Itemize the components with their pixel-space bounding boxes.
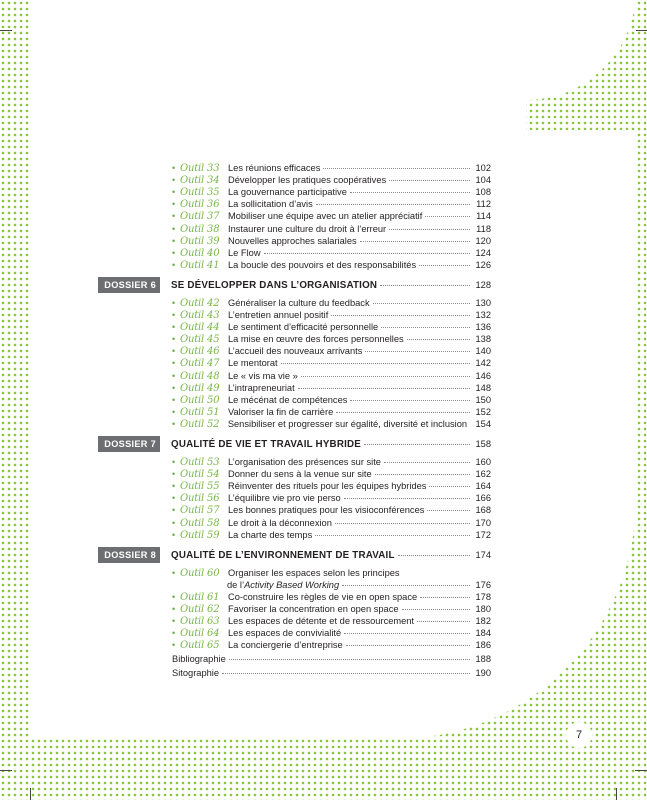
entry-title: La gouvernance participative — [228, 187, 347, 198]
toc-entry — [172, 357, 491, 370]
outil-label: Outil 63 — [180, 616, 220, 628]
bullet: • — [172, 493, 176, 504]
dot-leader — [315, 535, 470, 536]
page-ref: 136 — [475, 322, 491, 333]
entry-title: Les espaces de convivialité — [228, 628, 342, 639]
page-ref: 160 — [475, 457, 491, 467]
bullet: • — [172, 358, 176, 369]
toc-extra-entry — [172, 667, 491, 679]
bullet: • — [172, 259, 176, 270]
outil-label: Outil 50 — [180, 394, 220, 406]
outil-label: Outil 57 — [180, 505, 220, 517]
dot-leader — [350, 192, 470, 193]
page-ref: 170 — [475, 517, 491, 528]
toc-entry — [172, 210, 491, 223]
dot-leader — [316, 204, 470, 205]
toc-entry — [172, 345, 491, 358]
dossier-heading — [98, 547, 491, 563]
page-ref: 146 — [475, 370, 491, 381]
entry-title-italic: Activity Based Working — [244, 579, 340, 590]
bullet: • — [172, 382, 176, 393]
page-ref: 102 — [475, 163, 491, 173]
bullet: • — [172, 310, 176, 320]
entry-title: Organiser les espaces selon les principes — [228, 567, 400, 578]
entry-title: L’organisation des présences sur site — [228, 457, 381, 467]
toc-entry — [172, 468, 491, 481]
toc-entry — [172, 247, 491, 260]
outil-label: Outil 44 — [180, 322, 220, 334]
entry-title: Favoriser la concentration en open space — [228, 604, 399, 614]
page-ref: 104 — [475, 175, 491, 186]
entry-title: La mise en œuvre des forces personnelles — [228, 334, 404, 345]
bullet: • — [172, 175, 176, 186]
outil-label: Outil 58 — [180, 517, 220, 529]
dot-leader — [360, 241, 470, 242]
entry-title: Le Flow — [228, 247, 261, 258]
toc-entry — [172, 504, 491, 517]
bullet: • — [172, 628, 176, 639]
dot-leader — [344, 633, 470, 634]
dot-leader — [335, 523, 470, 524]
toc-entry — [172, 370, 491, 383]
outil-label: Outil 65 — [180, 640, 220, 652]
page-ref: 150 — [475, 394, 491, 405]
toc-entry — [172, 198, 491, 211]
dot-leader — [420, 597, 470, 598]
page-ref: 166 — [475, 493, 491, 504]
dossier-tag: DOSSIER 6 — [98, 277, 160, 293]
entry-title: L’intrapreneuriat — [228, 382, 295, 393]
toc-entry — [172, 418, 491, 431]
bullet: • — [172, 640, 176, 651]
bullet: • — [172, 394, 176, 405]
outil-label: Outil 34 — [180, 175, 220, 187]
bullet: • — [172, 616, 176, 627]
outil-label: Outil 56 — [180, 493, 220, 505]
toc-entry — [172, 639, 491, 652]
toc-entry — [172, 259, 491, 272]
dot-leader — [229, 659, 470, 660]
entry-title: L’entretien annuel positif — [228, 310, 329, 320]
dot-leader — [389, 229, 470, 230]
entry-title: La sollicitation d’avis — [228, 199, 313, 210]
dot-leader — [336, 412, 470, 413]
toc-entry — [172, 333, 491, 346]
bullet: • — [172, 469, 176, 480]
outil-label: Outil 38 — [180, 223, 220, 235]
toc-entry — [172, 309, 491, 322]
dot-leader — [429, 486, 470, 487]
bullet: • — [172, 567, 176, 578]
dot-leader — [402, 609, 470, 610]
entry-title: Généraliser la culture du feedback — [228, 297, 370, 308]
entry-title: Co-construire les règles de vie en open space — [228, 591, 418, 602]
outil-label: Outil 48 — [180, 370, 220, 382]
page-ref: 174 — [475, 549, 491, 560]
toc-entry-continued — [227, 579, 491, 591]
entry-title: Les réunions efficaces — [228, 163, 321, 173]
page-ref: 124 — [475, 247, 491, 258]
dot-leader — [264, 253, 470, 254]
toc-entry — [172, 394, 491, 407]
dossier-tag: DOSSIER 8 — [98, 547, 160, 563]
page-ref: 188 — [475, 654, 491, 665]
dot-leader — [342, 585, 470, 586]
page-ref: 126 — [475, 259, 491, 270]
page-ref: 108 — [475, 187, 491, 198]
bullet: • — [172, 457, 176, 467]
page-ref: 118 — [476, 223, 491, 234]
toc-extra-entry — [172, 653, 491, 665]
outil-label: Outil 35 — [180, 187, 220, 199]
toc-entry — [172, 174, 491, 187]
outil-label: Outil 55 — [180, 481, 220, 493]
bullet: • — [172, 322, 176, 333]
outil-label: Outil 42 — [180, 297, 220, 309]
dot-leader — [373, 303, 470, 304]
bullet: • — [172, 529, 176, 540]
entry-title: Le « vis ma vie » — [228, 370, 298, 381]
toc-entry — [172, 186, 491, 199]
bullet: • — [172, 211, 176, 222]
dot-leader — [417, 621, 470, 622]
outil-label: Outil 64 — [180, 628, 220, 640]
page-ref: 164 — [475, 481, 491, 492]
bullet: • — [172, 517, 176, 528]
entry-title: Donner du sens à la venue sur site — [228, 469, 372, 480]
bullet: • — [172, 604, 176, 614]
bullet: • — [172, 370, 176, 381]
page-ref: 180 — [475, 604, 491, 614]
page-ref: 138 — [475, 334, 491, 345]
dot-leader — [375, 474, 470, 475]
page-ref: 162 — [475, 469, 491, 480]
bullet: • — [172, 163, 176, 173]
outil-label: Outil 40 — [180, 247, 220, 259]
entry-title: L’accueil des nouveaux arrivants — [228, 346, 363, 357]
page-ref: 130 — [475, 297, 491, 308]
dot-leader — [323, 168, 470, 169]
entry-title: Les espaces de détente et de ressourcement — [228, 616, 415, 627]
page-ref: 120 — [475, 235, 491, 246]
dot-leader — [381, 327, 470, 328]
entry-title: La boucle des pouvoirs et des responsabilités — [228, 259, 417, 270]
dot-leader — [407, 339, 470, 340]
outil-label: Outil 53 — [180, 457, 220, 468]
dossier-tag: DOSSIER 7 — [98, 436, 160, 452]
dot-leader — [344, 498, 470, 499]
toc-entry — [172, 567, 491, 580]
toc-entry — [172, 492, 491, 505]
toc-entry — [172, 162, 491, 175]
dot-leader — [384, 462, 470, 463]
entry-title: La conciergerie d’entreprise — [228, 640, 343, 651]
outil-label: Outil 49 — [180, 382, 220, 394]
toc-entry — [172, 223, 491, 236]
toc-entry — [172, 603, 491, 616]
bullet: • — [172, 199, 176, 210]
bullet: • — [172, 223, 176, 234]
toc-entry — [172, 615, 491, 628]
bullet: • — [172, 235, 176, 246]
toc-entry — [172, 382, 491, 395]
dossier-title: QUALITÉ DE VIE ET TRAVAIL HYBRIDE — [171, 439, 362, 450]
page-ref: 142 — [475, 358, 491, 369]
outil-label: Outil 61 — [180, 591, 220, 603]
toc-entry — [172, 235, 491, 248]
page-ref: 114 — [476, 211, 491, 222]
page-ref: 140 — [475, 346, 491, 357]
dossier-title: SE DÉVELOPPER DANS L’ORGANISATION — [171, 279, 378, 291]
page-ref: 148 — [475, 382, 491, 393]
dot-leader — [331, 315, 470, 316]
page-number: 7 — [566, 722, 592, 748]
outil-label: Outil 51 — [180, 406, 220, 418]
entry-title: Mobiliser une équipe avec un atelier appréciatif — [228, 211, 423, 222]
entry-title: Réinventer des rituels pour les équipes hybrides — [228, 481, 427, 492]
bullet: • — [172, 297, 176, 308]
page-ref: 128 — [475, 279, 491, 290]
page-ref: 184 — [475, 628, 491, 639]
page-ref: 158 — [475, 439, 491, 449]
dot-leader — [298, 388, 470, 389]
entry-title: Le sentiment d’efficacité personnelle — [228, 322, 379, 333]
outil-label: Outil 59 — [180, 529, 220, 541]
outil-label: Outil 54 — [180, 469, 220, 481]
outil-label: Outil 62 — [180, 604, 220, 615]
dot-leader — [350, 400, 470, 401]
entry-title: La charte des temps — [228, 529, 313, 540]
dot-leader — [365, 351, 470, 352]
outil-label: Outil 45 — [180, 334, 220, 346]
toc-entry — [172, 406, 491, 419]
dot-leader — [222, 673, 470, 674]
outil-label: Outil 41 — [180, 259, 220, 271]
entry-title: Sensibiliser et progresser sur égalité, diversité et inclusion — [227, 418, 468, 429]
outil-label: Outil 37 — [180, 211, 220, 223]
toc-entry — [172, 591, 491, 604]
outil-label: Outil 46 — [180, 346, 220, 358]
entry-title-line2 — [227, 579, 339, 591]
page-ref: 154 — [475, 418, 491, 429]
dot-leader — [389, 180, 470, 181]
toc-entry — [172, 517, 491, 530]
toc-entry — [172, 480, 491, 493]
page-ref: 112 — [476, 199, 491, 210]
entry-title: Valoriser la fin de carrière — [228, 406, 334, 417]
page-ref: 176 — [475, 579, 491, 590]
dot-leader — [427, 510, 470, 511]
dot-leader — [419, 265, 470, 266]
page-ref: 152 — [475, 406, 491, 417]
outil-label: Outil 33 — [180, 163, 220, 174]
dossier-title: QUALITÉ DE L’ENVIRONNEMENT DE TRAVAIL — [171, 549, 395, 561]
bullet: • — [172, 406, 176, 417]
page-ref: 178 — [475, 591, 491, 602]
dot-leader — [346, 645, 470, 646]
page-ref: 172 — [475, 529, 491, 540]
dot-leader — [380, 285, 470, 286]
page-ref: 190 — [475, 667, 491, 678]
toc-entry — [172, 456, 491, 469]
bullet: • — [172, 418, 176, 429]
entry-title: Le droit à la déconnexion — [228, 517, 332, 528]
entry-title: Instaurer une culture du droit à l’erreur — [228, 223, 387, 234]
toc-entry — [172, 627, 491, 640]
outil-label: Outil 43 — [180, 310, 220, 321]
page-ref: 182 — [475, 616, 491, 627]
entry-title: Développer les pratiques coopératives — [228, 175, 387, 186]
bullet: • — [172, 187, 176, 198]
bullet: • — [172, 505, 176, 516]
entry-title-prefix: de l’ — [227, 579, 245, 590]
page-ref: 168 — [475, 505, 491, 516]
dot-leader — [425, 216, 470, 217]
bullet: • — [172, 481, 176, 492]
dot-leader — [398, 555, 470, 556]
dot-leader — [301, 376, 470, 377]
extra-title: Bibliographie — [172, 654, 226, 665]
dossier-heading — [98, 277, 491, 293]
entry-title: L’équilibre vie pro vie perso — [228, 493, 341, 504]
page-ref: 132 — [475, 310, 491, 320]
extra-title: Sitographie — [172, 667, 220, 678]
dot-leader — [281, 363, 470, 364]
outil-label: Outil 60 — [180, 567, 220, 579]
entry-title: Le mécénat de compétences — [228, 394, 348, 405]
toc-entry — [172, 529, 491, 542]
entry-title: Nouvelles approches salariales — [228, 235, 357, 246]
bullet: • — [172, 247, 176, 258]
dossier-heading — [98, 436, 491, 452]
entry-title: Le mentorat — [228, 358, 278, 369]
outil-label: Outil 39 — [180, 235, 220, 247]
toc-entry — [172, 297, 491, 310]
outil-label: Outil 52 — [179, 418, 220, 430]
bullet: • — [172, 334, 176, 345]
dot-leader — [364, 444, 470, 445]
page-ref: 186 — [475, 640, 491, 651]
outil-label: Outil 47 — [180, 358, 220, 370]
bullet: • — [172, 346, 176, 357]
bullet: • — [172, 591, 176, 602]
entry-title: Les bonnes pratiques pour les visioconférences — [228, 505, 425, 516]
toc-entry — [172, 321, 491, 334]
outil-label: Outil 36 — [180, 199, 220, 211]
